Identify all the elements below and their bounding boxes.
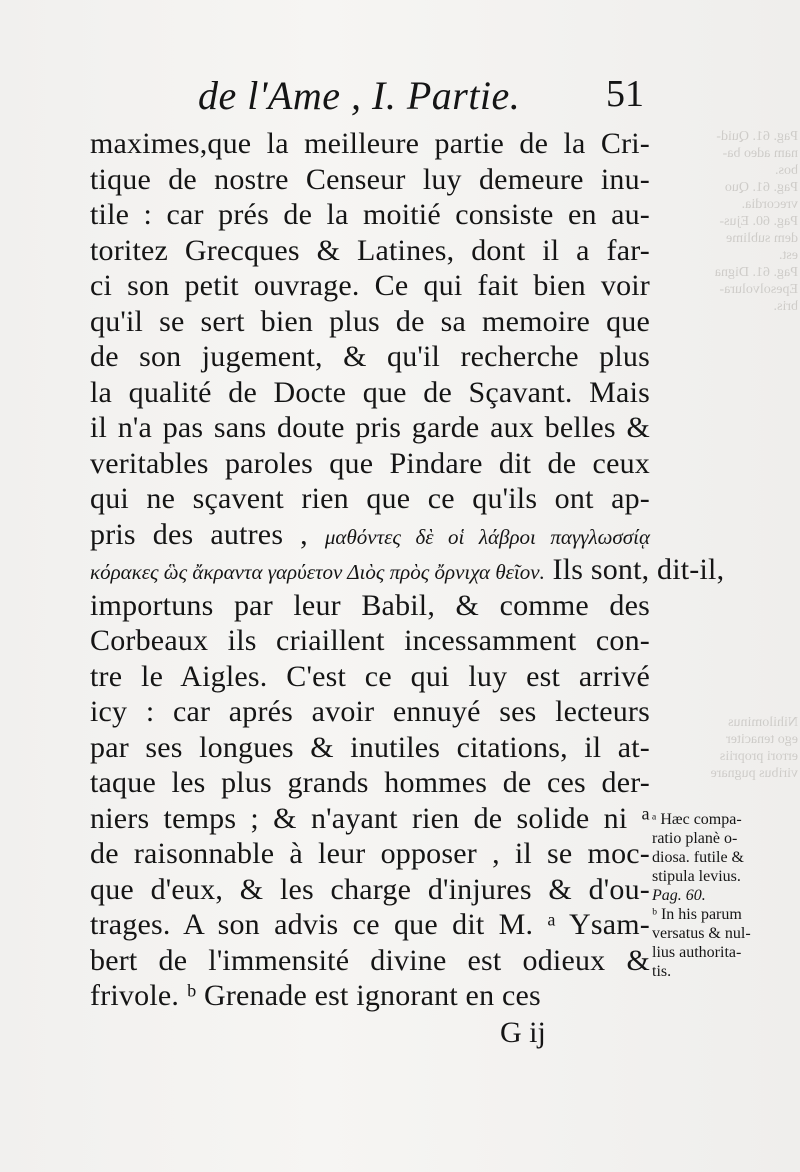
bleed-line: Nihilominus bbox=[727, 715, 798, 730]
bleed-line: Pag. 61. Digna bbox=[714, 265, 798, 280]
text-line: qui ne sçavent rien que ce qu'ils ont ap- bbox=[90, 482, 650, 515]
text-fragment: Ils sont, dit-il, bbox=[552, 553, 725, 586]
greek-quotation: κόρακες ὣς ἄκραντα γαρύετον Διὸς πρὸς ὄρνιχα θεῖον. bbox=[90, 560, 545, 584]
margin-note-line: versatus & nul- bbox=[652, 925, 751, 942]
text-line: importuns par leur Babil, & comme des bbox=[90, 588, 650, 622]
text-line: ci son petit ouvrage. Ce qui fait bien voir bbox=[90, 269, 650, 302]
text-line: que d'eux, & les charge d'injures & d'ou- bbox=[90, 872, 650, 906]
text-line: Corbeaux ils criaillent incessamment con- bbox=[90, 624, 650, 657]
bleed-line: Pag. 61. Quid- bbox=[716, 129, 798, 144]
text-line: tile : car prés de la moitié consiste en au- bbox=[90, 198, 650, 231]
text-fragment: pris des autres , bbox=[90, 517, 308, 551]
text-line: de son jugement, & qu'il recherche plus bbox=[90, 340, 650, 373]
text-line: tique de nostre Censeur luy demeure inu- bbox=[90, 162, 650, 196]
bleed-line: viribus pugnare bbox=[710, 766, 798, 781]
bleed-line: est. bbox=[778, 248, 798, 263]
margin-note-line: lius authorita- bbox=[652, 944, 742, 961]
greek-quotation: μαθόντες δὲ οἱ λάβροι παγγλωσσίᾳ bbox=[324, 524, 650, 549]
text-line: la qualité de Docte que de Sçavant. Mais bbox=[90, 375, 650, 409]
text-line-with-greek bbox=[90, 552, 725, 588]
bleed-line: bris. bbox=[773, 299, 798, 314]
text-line: veritables paroles que Pindare dit de ceux bbox=[90, 446, 650, 480]
text-line: toritez Grecques & Latines, dont il a far- bbox=[90, 233, 650, 267]
bleed-through-text bbox=[662, 128, 798, 315]
margin-note-line: ratio planè o- bbox=[652, 830, 738, 847]
bleed-through-text bbox=[662, 714, 798, 782]
text-line: frivole. ᵇ Grenade est ignorant en ces bbox=[90, 979, 541, 1012]
bleed-line: ego tenaciter bbox=[726, 732, 798, 747]
page-number: 51 bbox=[606, 73, 644, 115]
text-line: bert de l'immensité divine est odieux & bbox=[90, 943, 650, 977]
bleed-line: bos. bbox=[775, 163, 798, 178]
bleed-line: nam adeo ba- bbox=[722, 146, 798, 161]
text-line: niers temps ; & n'ayant rien de solide ni ᵃ bbox=[90, 801, 650, 835]
margin-note-line: tis. bbox=[652, 963, 672, 980]
signature-mark: G ij bbox=[500, 1016, 546, 1049]
bleed-line: Pag. 61. Quo bbox=[724, 180, 798, 195]
text-line: il n'a pas sans doute pris garde aux belles & bbox=[90, 411, 650, 444]
bleed-line: vrecordia. bbox=[741, 197, 798, 212]
text-line: icy : car aprés avoir ennuyé ses lecteurs bbox=[90, 695, 650, 728]
bleed-line: Epesolvolura- bbox=[719, 282, 798, 297]
margin-note-line: stipula levius. bbox=[652, 868, 741, 885]
text-line: qu'il se sert bien plus de sa memoire que bbox=[90, 304, 650, 338]
bleed-line: dem sublime bbox=[726, 231, 798, 246]
bleed-line: errori propriis bbox=[719, 749, 798, 764]
text-line: trages. A son advis ce que dit M. ᵃ Ysam- bbox=[90, 908, 650, 941]
bleed-line: Pag. 60. Ejus- bbox=[719, 214, 798, 229]
text-line: tre le Aigles. C'est ce qui luy est arrivé bbox=[90, 659, 650, 693]
margin-note-line: ᵃ Hæc compa- bbox=[652, 811, 742, 828]
page-header bbox=[0, 62, 800, 122]
margin-note-reference: Pag. 60. bbox=[652, 887, 706, 904]
text-line: taque les plus grands hommes de ces der- bbox=[90, 766, 650, 799]
margin-note-line: ᵇ In his parum bbox=[652, 906, 742, 923]
text-line: maximes,que la meilleure partie de la Cri- bbox=[90, 127, 650, 160]
running-title: de l'Ame , I. Partie. bbox=[198, 73, 521, 118]
text-line: de raisonnable à leur opposer , il se moc- bbox=[90, 837, 650, 870]
margin-notes bbox=[652, 810, 797, 981]
text-line: par ses longues & inutiles citations, il at- bbox=[90, 730, 650, 764]
text-line-with-greek bbox=[90, 517, 650, 553]
margin-note-line: diosa. futile & bbox=[652, 849, 744, 866]
